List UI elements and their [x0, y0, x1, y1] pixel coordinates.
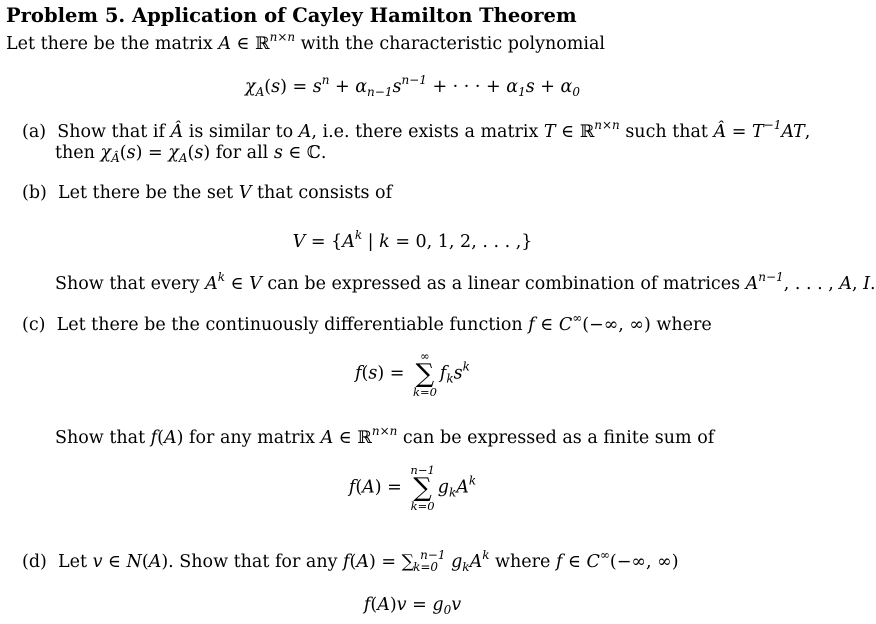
series-equation: f(s) = ∞ ∑ k=0 $f_ks^k$ — [355, 349, 470, 399]
result-equation: $f(A)v = g_0v$ — [363, 595, 462, 617]
part-b-line1: (b) Let there be the set V that consists of — [22, 183, 393, 203]
part-c-line1: (c) Let there be the continuously differentiable function f ∈ C∞(−∞, ∞) where — [22, 311, 712, 335]
finite-sum-equation: f(A) = n−1 ∑ k=0 $g_kA^k$ — [348, 463, 477, 513]
problem-intro: Let there be the matrix A ∈ ℝ$^{n\times n}$ with the characteristic polynomial — [6, 30, 606, 54]
set-v-equation: $V = \{A^k$ | k = 0, 1, 2, . . . ,} — [292, 228, 533, 252]
part-a-line2: then $\chi_Â(s) = \chi_A(s)$ for all s ∈ ℂ. — [55, 143, 327, 165]
part-a-line1: (a) Show that if Â is similar to A, i.e. there exists a matrix T ∈ ℝ$^{n\times n}$ such that Â = $T^{-1}AT$, — [22, 118, 811, 142]
part-c-label: (c) — [22, 315, 46, 335]
problem-title: Problem 5. Application of Cayley Hamilton Theorem — [6, 4, 577, 27]
part-c-line2: Show that f(A) for any matrix A ∈ ℝ$^{n\times n}$ can be expressed as a finite sum of — [55, 424, 715, 448]
characteristic-polynomial: $\chi_A(s) = s^n + \alpha_{n-1}s^{n-1}$ + · · · + $\alpha_1s + \alpha_0$ — [244, 73, 580, 99]
part-b-label: (b) — [22, 183, 47, 203]
part-b-line2: Show that every $A^k$ ∈ V can be expressed as a linear combination of matrices $A^{n-1}$, . . . , A, I. — [55, 270, 876, 294]
part-d-line1: (d) Let v ∈ N(A). Show that for any $f(A) = \sum_{k=0}^{n-1}$ $g_kA^k$ where f ∈ C∞(−∞, ∞) — [22, 548, 679, 574]
part-d-label: (d) — [22, 552, 47, 572]
part-a-label: (a) — [22, 122, 47, 142]
